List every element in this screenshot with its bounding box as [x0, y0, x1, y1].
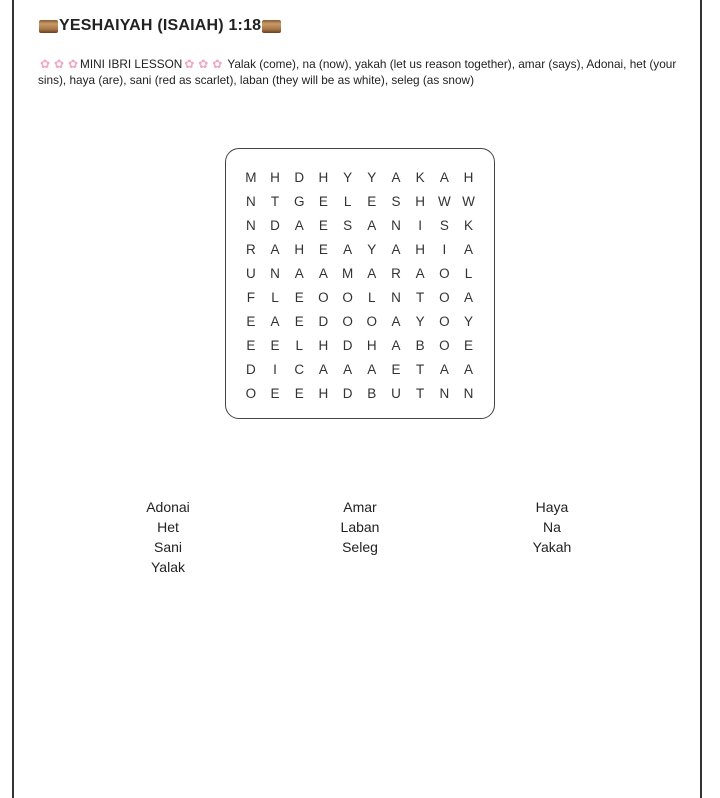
grid-letter: T: [416, 290, 425, 306]
grid-letter: E: [294, 290, 305, 306]
grid-letter: E: [391, 362, 401, 378]
grid-letter: D: [318, 314, 329, 330]
grid-row: [239, 237, 481, 261]
grid-letter: N: [270, 265, 281, 281]
grid-letter: N: [439, 386, 450, 402]
grid-letter: O: [439, 290, 451, 306]
grid-letter: O: [366, 314, 378, 330]
grid-letter: A: [367, 265, 377, 281]
grid-letter: H: [270, 169, 281, 185]
flower-icon: ✿: [212, 57, 223, 71]
word-search-grid: [225, 148, 495, 419]
grid-letter: A: [439, 169, 450, 185]
grid-letter: I: [273, 362, 278, 378]
grid-letter: F: [246, 290, 256, 306]
word-bank-column-3: [492, 497, 612, 557]
grid-letter: T: [416, 362, 425, 378]
page-title: [38, 17, 282, 35]
grid-letter: E: [270, 386, 281, 402]
grid-letter: H: [318, 169, 329, 185]
grid-letter: A: [318, 362, 329, 378]
grid-row: [239, 261, 481, 285]
grid-letter: W: [462, 193, 476, 209]
grid-letter: Y: [367, 241, 377, 257]
flower-icon: ✿: [184, 57, 195, 71]
grid-row: [239, 382, 481, 406]
grid-letter: R: [391, 265, 402, 281]
grid-letter: E: [464, 338, 474, 354]
word-bank-item: Laban: [340, 519, 380, 535]
grid-letter: A: [464, 290, 474, 306]
grid-letter: T: [270, 193, 280, 209]
grid-letter: Y: [367, 169, 377, 185]
word-bank-item: Yalak: [151, 559, 185, 575]
grid-letter: E: [318, 217, 329, 233]
grid-letter: O: [245, 386, 257, 402]
grid-row: [239, 189, 481, 213]
lesson-paragraph: [38, 56, 688, 88]
grid-letter: E: [318, 241, 329, 257]
grid-row: [239, 334, 481, 358]
grid-letter: A: [391, 314, 401, 330]
grid-row: [239, 285, 481, 309]
grid-letter: M: [245, 169, 257, 185]
grid-row: [239, 358, 481, 382]
grid-letter: O: [342, 290, 354, 306]
grid-letter: S: [439, 217, 450, 233]
grid-letter: A: [270, 314, 281, 330]
grid-letter: U: [391, 386, 402, 402]
grid-letter: E: [294, 386, 305, 402]
word-bank-item: Sani: [153, 539, 183, 555]
grid-letter: G: [293, 193, 305, 209]
scroll-icon: [39, 20, 58, 33]
grid-letter: L: [343, 193, 352, 209]
word-bank-item: Het: [157, 519, 179, 535]
grid-letter: K: [464, 217, 474, 233]
grid-letter: Y: [415, 314, 426, 330]
grid-letter: L: [368, 290, 377, 306]
flower-icon: ✿: [198, 57, 209, 71]
grid-letter: D: [294, 169, 305, 185]
word-bank-item: Seleg: [342, 539, 378, 555]
scroll-icon: [262, 20, 281, 33]
grid-letter: A: [318, 265, 329, 281]
grid-letter: S: [343, 217, 353, 233]
grid-letter: A: [367, 362, 377, 378]
word-bank-column-2: [300, 497, 420, 557]
grid-letter: O: [439, 338, 451, 354]
grid-letter: K: [415, 169, 426, 185]
grid-letter: A: [415, 265, 426, 281]
grid-letter: N: [391, 290, 402, 306]
grid-letter: Y: [464, 314, 474, 330]
grid-letter: E: [294, 314, 305, 330]
grid-letter: A: [343, 362, 353, 378]
grid-letter: Y: [343, 169, 353, 185]
grid-letter: L: [295, 338, 304, 354]
grid-letter: N: [463, 386, 474, 402]
grid-letter: H: [318, 338, 329, 354]
grid-row: [239, 213, 481, 237]
grid-letter: A: [294, 217, 305, 233]
grid-letter: H: [415, 193, 426, 209]
grid-letter: H: [463, 169, 474, 185]
grid-letter: E: [318, 193, 329, 209]
grid-letter: N: [245, 193, 257, 209]
grid-letter: E: [367, 193, 377, 209]
word-bank-item: Haya: [535, 499, 569, 515]
grid-letter: I: [442, 241, 447, 257]
word-bank-item: Yakah: [532, 539, 572, 555]
grid-letter: O: [439, 265, 451, 281]
word-bank-item: Na: [543, 519, 561, 535]
grid-letter: A: [391, 338, 401, 354]
flower-icon: ✿: [67, 57, 79, 71]
title-text: YESHAIYAH (ISAIAH) 1:18: [59, 17, 262, 34]
grid-letter: H: [366, 338, 378, 354]
letter-grid: [239, 165, 481, 406]
grid-row: [239, 310, 481, 334]
grid-letter: E: [270, 338, 281, 354]
grid-letter: O: [342, 314, 354, 330]
grid-letter: A: [294, 265, 305, 281]
grid-letter: I: [418, 217, 423, 233]
grid-letter: B: [415, 338, 426, 354]
grid-letter: E: [246, 338, 256, 354]
grid-letter: O: [318, 290, 330, 306]
grid-letter: D: [342, 386, 353, 402]
grid-letter: N: [245, 217, 257, 233]
lesson-text: Yalak (come), na (now), yakah (let us reason together), amar (says), Adonai, het (your sins), haya (are), sani (red as scarlet), laban (they will be as white), seleg (as snow): [38, 57, 677, 87]
grid-letter: A: [391, 241, 401, 257]
grid-letter: C: [294, 362, 305, 378]
grid-letter: N: [391, 217, 402, 233]
grid-letter: H: [318, 386, 329, 402]
grid-letter: B: [367, 386, 377, 402]
flower-icon: ✿: [53, 57, 65, 71]
grid-letter: L: [271, 290, 280, 306]
word-bank-column-1: [108, 497, 228, 577]
grid-letter: H: [415, 241, 426, 257]
grid-letter: H: [294, 241, 305, 257]
grid-letter: A: [464, 241, 474, 257]
flower-icon: ✿: [39, 57, 51, 71]
grid-letter: T: [416, 386, 425, 402]
word-bank-item: Amar: [343, 499, 377, 515]
grid-letter: L: [464, 265, 473, 281]
grid-letter: U: [245, 265, 257, 281]
grid-letter: A: [464, 362, 474, 378]
word-bank-item: Adonai: [146, 499, 190, 515]
grid-letter: D: [342, 338, 353, 354]
grid-letter: A: [270, 241, 281, 257]
grid-letter: S: [391, 193, 401, 209]
lesson-heading: MINI IBRI LESSON: [80, 57, 183, 71]
grid-letter: D: [270, 217, 281, 233]
grid-letter: R: [245, 241, 257, 257]
grid-letter: M: [341, 265, 354, 281]
grid-letter: A: [343, 241, 353, 257]
grid-letter: E: [246, 314, 256, 330]
grid-letter: A: [367, 217, 377, 233]
grid-letter: A: [439, 362, 450, 378]
grid-letter: A: [391, 169, 401, 185]
grid-letter: O: [439, 314, 451, 330]
grid-letter: D: [245, 362, 257, 378]
grid-row: [239, 165, 481, 189]
grid-letter: W: [437, 193, 452, 209]
